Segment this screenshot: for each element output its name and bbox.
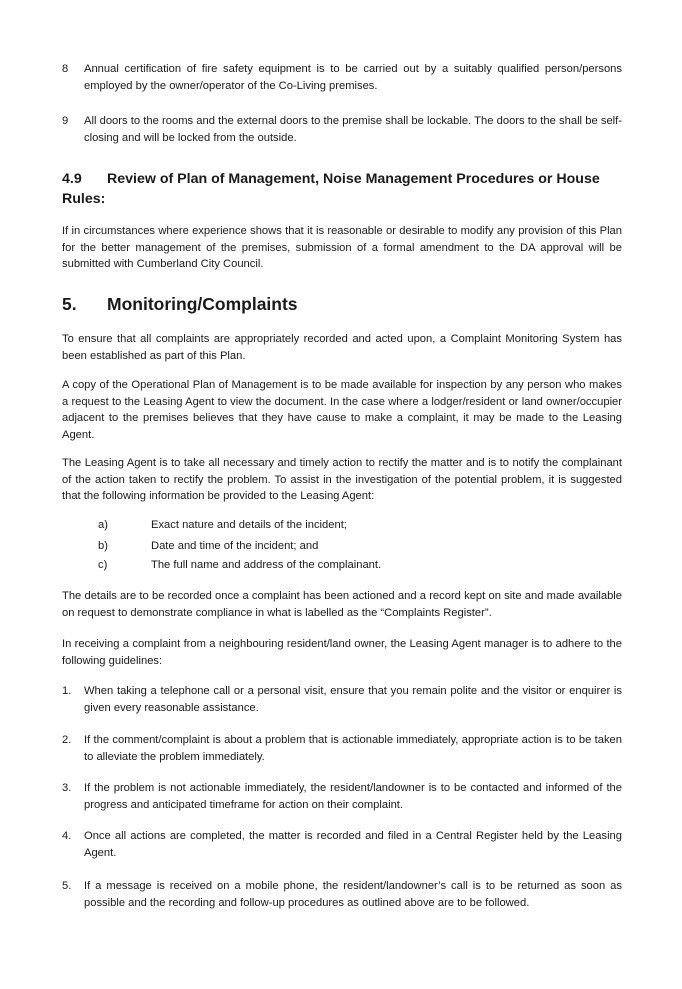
item-text: Annual certification of fire safety equipment is to be carried out by a suitably qualified person/persons employed by the owner/operator of the Co-Living premises. [84,63,622,92]
guideline-item [62,732,622,765]
section-heading-5 [62,293,298,315]
item-text: When taking a telephone call or a personal visit, ensure that you remain polite and the visitor or enquirer is given every reasonable assistance. [84,685,622,714]
item-number: 3. [62,782,72,794]
section-4-9-body: If in circumstances where experience shows that it is reasonable or desirable to modify any provision of this Plan for the better management of the premises, submission of a formal amendment to the DA approval will be submitted with Cumberland City Council. [62,225,622,270]
guideline-item [62,683,622,716]
sub-item-text: Date and time of the incident; and [151,540,319,552]
item-text: All doors to the rooms and the external doors to the premise shall be lockable. The doors to the shall be self-closing and will be locked from the outside. [84,115,622,144]
item-number: 9 [62,115,69,127]
item-text: If a message is received on a mobile phone, the resident/landowner’s call is to be returned as soon as possible and the recording and follow-up procedures as outlined above are to be followed. [84,880,622,909]
guideline-item [62,828,622,861]
section-number: 4.9 [62,171,82,187]
section-number: 5. [62,294,77,314]
item-text: Once all actions are completed, the matter is recorded and filed in a Central Register held by the Leasing Agent. [84,830,622,859]
sub-item-label: a) [98,519,108,531]
item-text: If the comment/complaint is about a problem that is actionable immediately, appropriate action is to be taken to alleviate the problem immediately. [84,734,622,763]
section-heading-4-9 [62,169,622,209]
guideline-item [62,780,622,813]
item-number: 2. [62,734,72,746]
item-number: 5. [62,880,72,892]
item-number: 4. [62,830,72,842]
item-number: 1. [62,685,72,697]
list-item [62,113,622,146]
section-title-line2: Rules: [62,191,106,207]
sub-item-label: b) [98,540,108,552]
section-title: Monitoring/Complaints [107,294,298,314]
sub-item-text: The full name and address of the complainant. [151,559,382,571]
paragraph: A copy of the Operational Plan of Management is to be made available for inspection by any person who makes a request to the Leasing Agent to view the document. In the case where a lodger/resident or land owner/occupier adjacent to the premises believes that they have cause to make a complaint, it may be made to the Leasing Agent. [62,379,622,441]
paragraph: To ensure that all complaints are appropriately recorded and acted upon, a Complaint Monitoring System has been established as part of this Plan. [62,333,622,362]
section-title-line1: Review of Plan of Management, Noise Management Procedures or House [107,171,600,187]
sub-item-text: Exact nature and details of the incident; [151,519,347,531]
list-item [62,61,622,94]
paragraph: The Leasing Agent is to take all necessary and timely action to rectify the matter and is to notify the complainant of the action taken to rectify the problem. To assist in the investigation of the potential problem, it is suggested that the following information be provided to the Leasing Agent: [62,457,622,502]
guideline-item [62,878,622,911]
item-number: 8 [62,63,69,75]
item-text: If the problem is not actionable immediately, the resident/landowner is to be contacted and informed of the progress and anticipated timeframe for action on their complaint. [84,782,622,811]
sub-item-label: c) [98,559,108,571]
paragraph: The details are to be recorded once a complaint has been actioned and a record kept on site and made available on request to demonstrate compliance in what is labelled as the “Complaints Register”. [62,590,622,619]
paragraph: In receiving a complaint from a neighbouring resident/land owner, the Leasing Agent manager is to adhere to the following guidelines: [62,638,622,667]
